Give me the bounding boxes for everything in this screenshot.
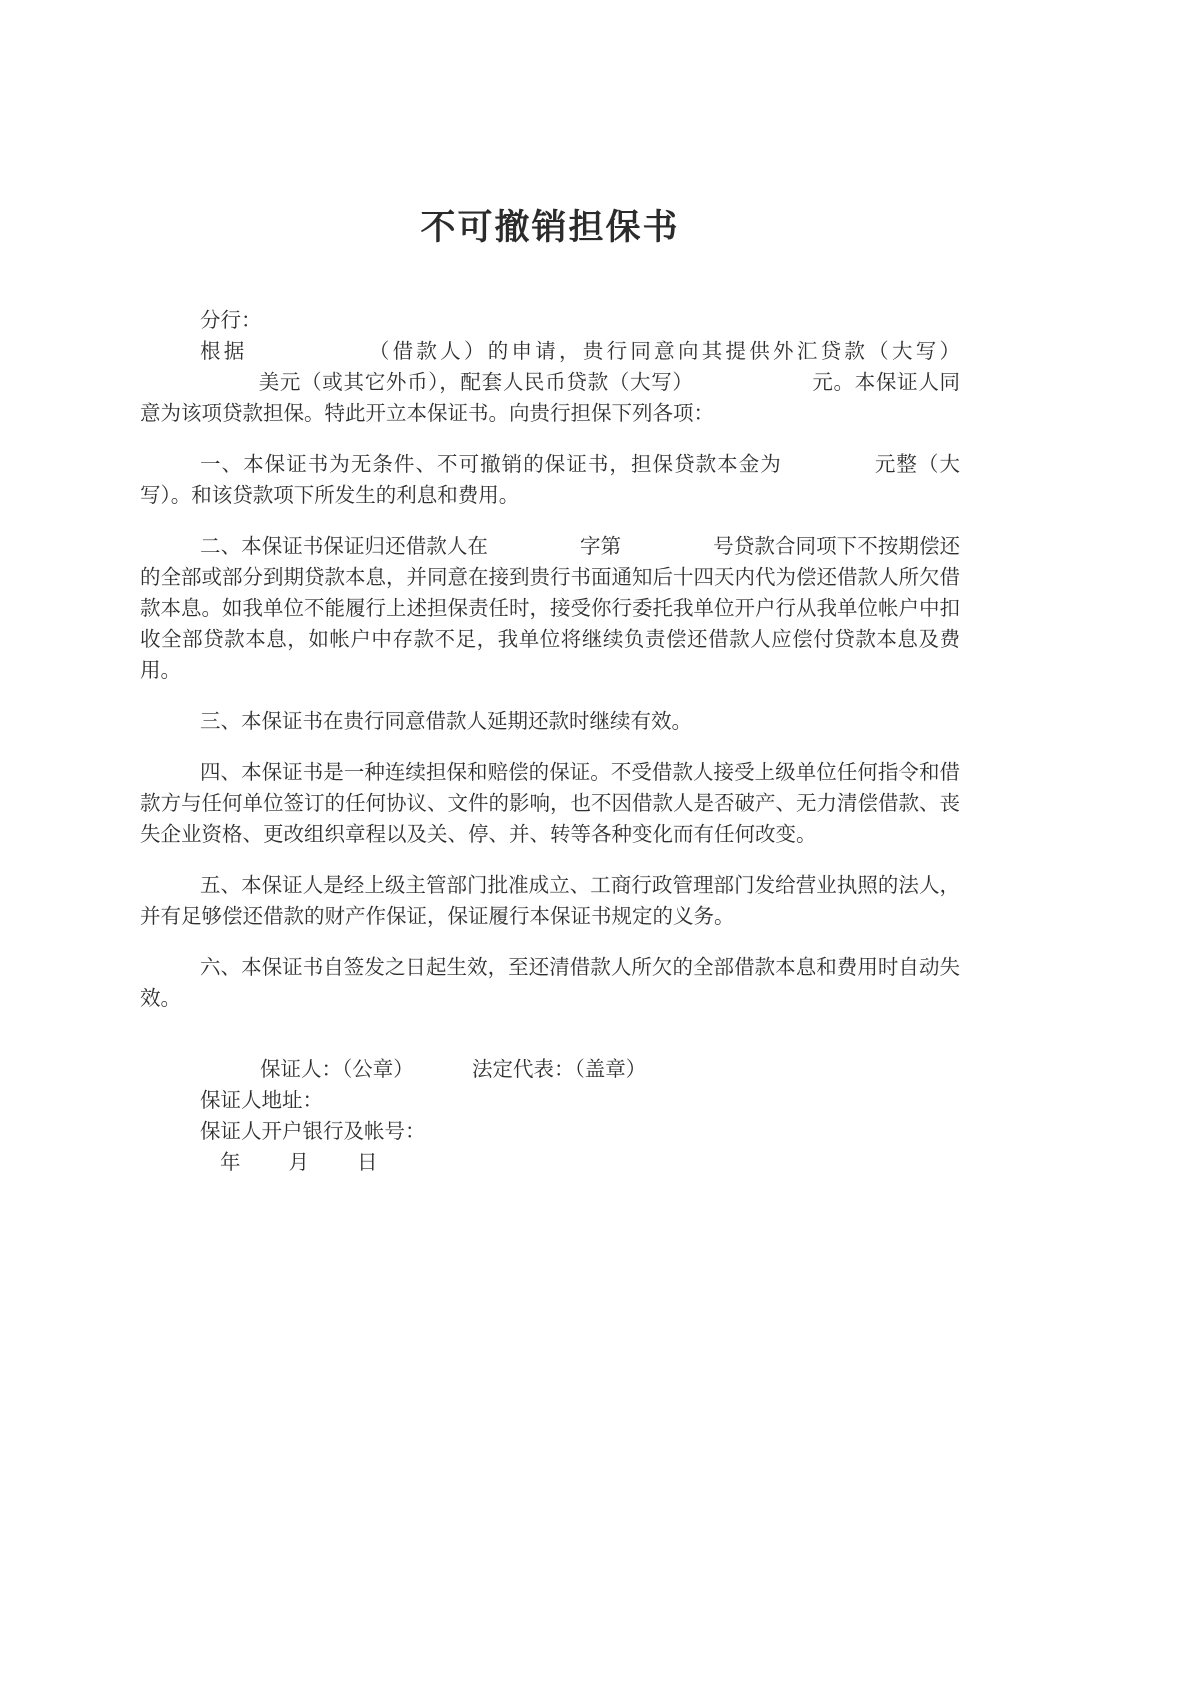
guarantor-bank-account-label: 保证人开户银行及帐号：	[200, 1119, 426, 1143]
clause-2-segment-3: 号贷款合同项下不按期偿还的全部或部分到期贷款本息，并同意在接到贵行书面通知后十四天内代为偿还借款人所欠借款本息。如我单位不能履行上述担保责任时，接受你行委托我单位开户行从我单位帐户中扣收全部贷款本息，如帐户中存款不足，我单位将继续负责偿还借款人应偿付贷款本息及费用。	[140, 534, 961, 682]
date-day-label: 日	[357, 1150, 378, 1174]
intro-segment-3: 美元（或其它外币），配套人民币贷款（大写）	[258, 370, 694, 394]
intro-segment-4: 元。本保证人同意为该项贷款担保。特此开立本保证书。向贵行担保下列各项：	[140, 370, 961, 425]
clause-1-segment-1: 一、本保证书为无条件、不可撤销的保证书，担保贷款本金为	[200, 452, 782, 476]
clause-3: 三、本保证书在贵行同意借款人延期还款时继续有效。	[200, 709, 692, 733]
guarantor-address-label: 保证人地址：	[200, 1088, 323, 1112]
clause-4: 四、本保证书是一种连续担保和赔偿的保证。不受借款人接受上级单位任何指令和借款方与任何单位签订的任何协议、文件的影响，也不因借款人是否破产、无力清偿借款、丧失企业资格、更改组织章程以及关、停、并、转等各种变化而有任何改变。	[140, 760, 960, 846]
intro-paragraph	[140, 336, 960, 429]
clause-1	[140, 449, 960, 511]
signature-row-guarantor	[140, 1054, 960, 1085]
intro-segment-2: （借款人）的申请，贵行同意向其提供外汇贷款（大写）	[365, 339, 961, 363]
guarantor-seal-label: 保证人：（公章）	[260, 1057, 414, 1081]
clause-2	[140, 531, 960, 686]
legal-representative-label: 法定代表：（盖章）	[472, 1057, 647, 1081]
signature-block	[140, 1054, 960, 1178]
signature-row-bank-account	[140, 1116, 960, 1147]
clause-2-segment-2: 字第	[579, 534, 622, 558]
page-title: 不可撤销担保书	[420, 208, 680, 248]
clause-2-segment-1: 二、本保证书保证归还借款人在	[200, 534, 488, 558]
intro-segment-1: 根据	[200, 339, 248, 363]
date-year-label: 年	[220, 1150, 241, 1174]
signature-row-date	[140, 1147, 960, 1178]
date-month-label: 月	[288, 1150, 309, 1174]
clause-5: 五、本保证人是经上级主管部门批准成立、工商行政管理部门发给营业执照的法人，并有足够偿还借款的财产作保证，保证履行本保证书规定的义务。	[140, 873, 960, 928]
signature-row-address	[140, 1085, 960, 1116]
clause-6: 六、本保证书自签发之日起生效，至还清借款人所欠的全部借款本息和费用时自动失效。	[140, 955, 960, 1010]
document-content	[140, 0, 960, 1178]
salutation: 分行：	[200, 308, 262, 332]
clause-1-segment-2: 元整（大写）。和该贷款项下所发生的利息和费用。	[140, 452, 961, 507]
